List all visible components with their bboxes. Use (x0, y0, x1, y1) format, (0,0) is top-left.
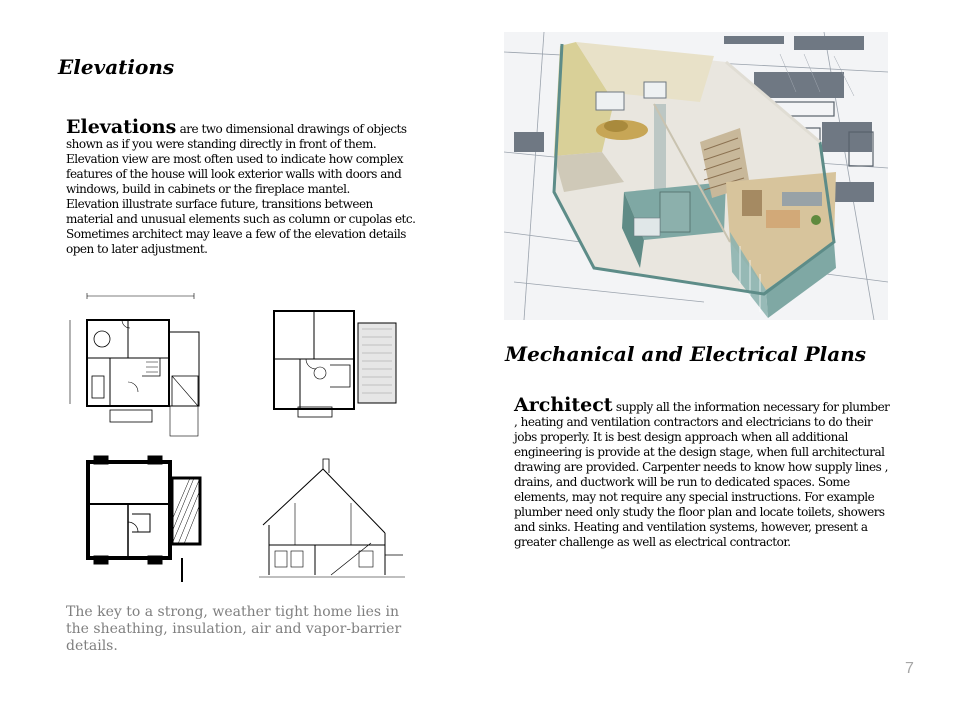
house-cutaway-illustration (504, 32, 888, 320)
floor-plan-drawing-2 (270, 305, 400, 420)
elevations-paragraph (66, 116, 416, 257)
elevations-lead: Elevations (66, 116, 177, 138)
elevations-text-1: are two dimensional drawings of objects shown as if you were standing directly in front of them. Elevation view are most often used to indicate how complex features of the house will look exterior walls with doors and windows, build in cabinets or the fireplace mantel. (66, 122, 407, 196)
elevations-heading: Elevations (58, 55, 175, 79)
elevations-text-2: Elevation illustrate surface future, transitions between material and unusual elements such as column or cupolas etc. Sometimes architect may leave a few of the elevation details open to later adjustment. (66, 197, 416, 256)
floor-plan-drawing-3 (82, 452, 207, 584)
page-number: 7 (905, 660, 914, 677)
mechanical-paragraph (514, 394, 892, 550)
architect-lead: Architect (514, 394, 613, 416)
house-section-drawing (255, 455, 410, 585)
mechanical-text: supply all the information necessary for plumber , heating and ventilation contractors and electricians to do their jobs properly. It is best design approach when all additional engineering is provide at the design stage, when full architectural drawing are provided. Carpenter needs to know how supply lines , drains, and ductwork will be run to dedicated spaces. Some elements, may not require any special instructions. For example plumber need only study the floor plan and locate toilets, showers and sinks. Heating and ventilation systems, however, present a greater challenge as well as electrical contractor. (514, 400, 890, 549)
mechanical-electrical-heading: Mechanical and Electrical Plans (505, 342, 867, 366)
sheathing-note: The key to a strong, weather tight home lies in the sheathing, insulation, air and vapor-barrier details. (66, 604, 402, 654)
floor-plan-drawing-1 (62, 292, 207, 440)
